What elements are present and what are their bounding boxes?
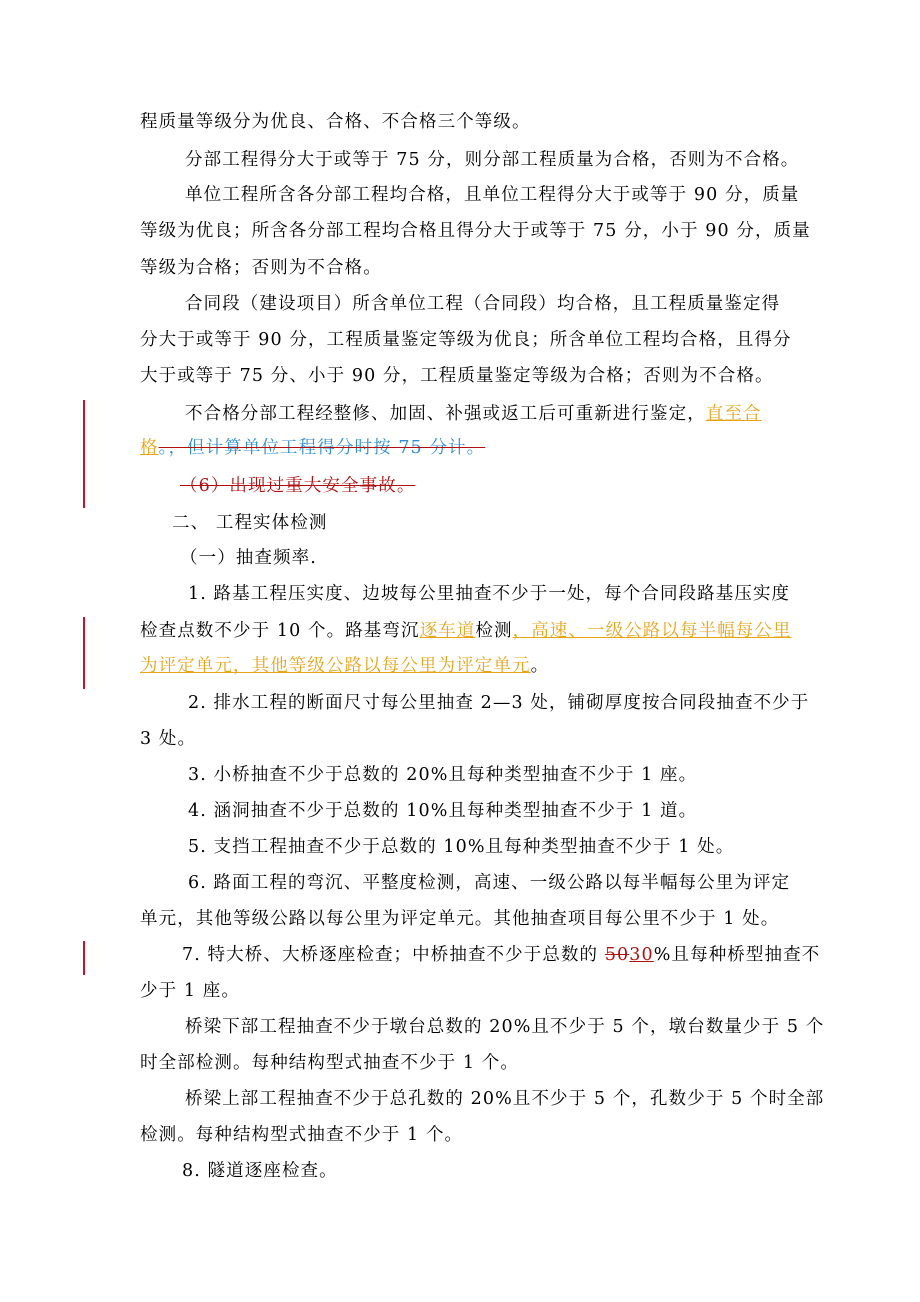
text-run: 不合格分部工程经整修、加固、补强或返工后可重新进行鉴定， — [185, 404, 706, 424]
text-line — [185, 402, 830, 426]
text-line — [140, 654, 785, 678]
text-line — [180, 474, 825, 498]
text-line: 等级为合格；否则为不合格。 — [140, 258, 382, 278]
text-line: 单元，其他等级公路以每公里为评定单元。其他抽查项目每公里不少于 1 处。 — [140, 909, 780, 929]
text-line: 单位工程所含各分部工程均合格，且单位工程得分大于或等于 90 分，质量 — [185, 185, 800, 205]
text-line: 1. 路基工程压实度、边坡每公里抽查不少于一处，每个合同段路基压实度 — [188, 584, 791, 604]
text-line: 4. 涵洞抽查不少于总数的 10%且每种类型抽查不少于 1 道。 — [188, 801, 698, 821]
text-line — [182, 943, 827, 967]
inserted-text: 为评定单元，其他等级公路以每公里为评定单元 — [140, 656, 531, 676]
text-line: 少于 1 座。 — [140, 981, 240, 1001]
text-line: 检测。每种结构型式抽查不少于 1 个。 — [140, 1125, 464, 1145]
section-heading: 二、 工程实体检测 — [172, 513, 328, 533]
change-bar — [83, 617, 85, 689]
text-line: 5. 支挡工程抽查不少于总数的 10%且每种类型抽查不少于 1 处。 — [188, 837, 735, 857]
text-line: 6. 路面工程的弯沉、平整度检测，高速、一级公路以每半幅每公里为评定 — [188, 873, 791, 893]
text-line: 桥梁下部工程抽查不少于墩台总数的 20%且不少于 5 个，墩台数量少于 5 个 — [185, 1017, 825, 1037]
text-line: 2. 排水工程的断面尺寸每公里抽查 2—3 处，铺砌厚度按合同段抽查不少于 — [188, 693, 810, 713]
deleted-text: 。，但计算单位工程得分时按 75 分计。 — [158, 438, 486, 458]
text-run: 7. 特大桥、大桥逐座检查；中桥抽查不少于总数的 — [182, 945, 605, 965]
text-line: 程质量等级分为优良、合格、不合格三个等级。 — [140, 112, 531, 132]
text-line — [140, 436, 785, 460]
text-run: 。 — [530, 656, 550, 676]
inserted-text: 格 — [140, 438, 159, 458]
text-line: 3 处。 — [140, 729, 197, 749]
text-line: 3. 小桥抽查不少于总数的 20%且每种类型抽查不少于 1 座。 — [188, 765, 698, 785]
subsection-heading: （一）抽查频率. — [180, 548, 317, 568]
change-bar — [83, 941, 85, 975]
inserted-text: ，高速、一级公路以每半幅每公里 — [512, 621, 792, 641]
text-line: 桥梁上部工程抽查不少于总孔数的 20%且不少于 5 个，孔数少于 5 个时全部 — [185, 1089, 825, 1109]
text-run: 检查点数不少于 10 个。路基弯沉 — [140, 621, 420, 641]
text-line: 时全部检测。每种结构型式抽查不少于 1 个。 — [140, 1053, 519, 1073]
text-line: 大于或等于 75 分、小于 90 分，工程质量鉴定等级为合格；否则为不合格。 — [140, 366, 774, 386]
text-line: 等级为优良；所含各分部工程均合格且得分大于或等于 75 分，小于 90 分，质量 — [140, 221, 811, 241]
text-line: 8. 隧道逐座检查。 — [182, 1161, 338, 1181]
text-run: %且每种桥型抽查不 — [653, 945, 821, 965]
text-line: 分大于或等于 90 分，工程质量鉴定等级为优良；所含单位工程均合格，且得分 — [140, 330, 792, 350]
deleted-text: （6）出现过重大安全事故。 — [180, 476, 416, 496]
text-line — [140, 619, 792, 643]
inserted-text: 30 — [629, 945, 654, 965]
text-line: 分部工程得分大于或等于 75 分，则分部工程质量为合格，否则为不合格。 — [185, 150, 800, 170]
deleted-text: 50 — [604, 945, 630, 965]
text-run: 检测 — [475, 621, 513, 641]
text-line: 合同段（建设项目）所含单位工程（合同段）均合格，且工程质量鉴定得 — [185, 294, 781, 314]
inserted-text: 逐车道 — [419, 621, 476, 641]
inserted-text: 直至合 — [705, 404, 762, 424]
change-bar — [83, 400, 85, 508]
